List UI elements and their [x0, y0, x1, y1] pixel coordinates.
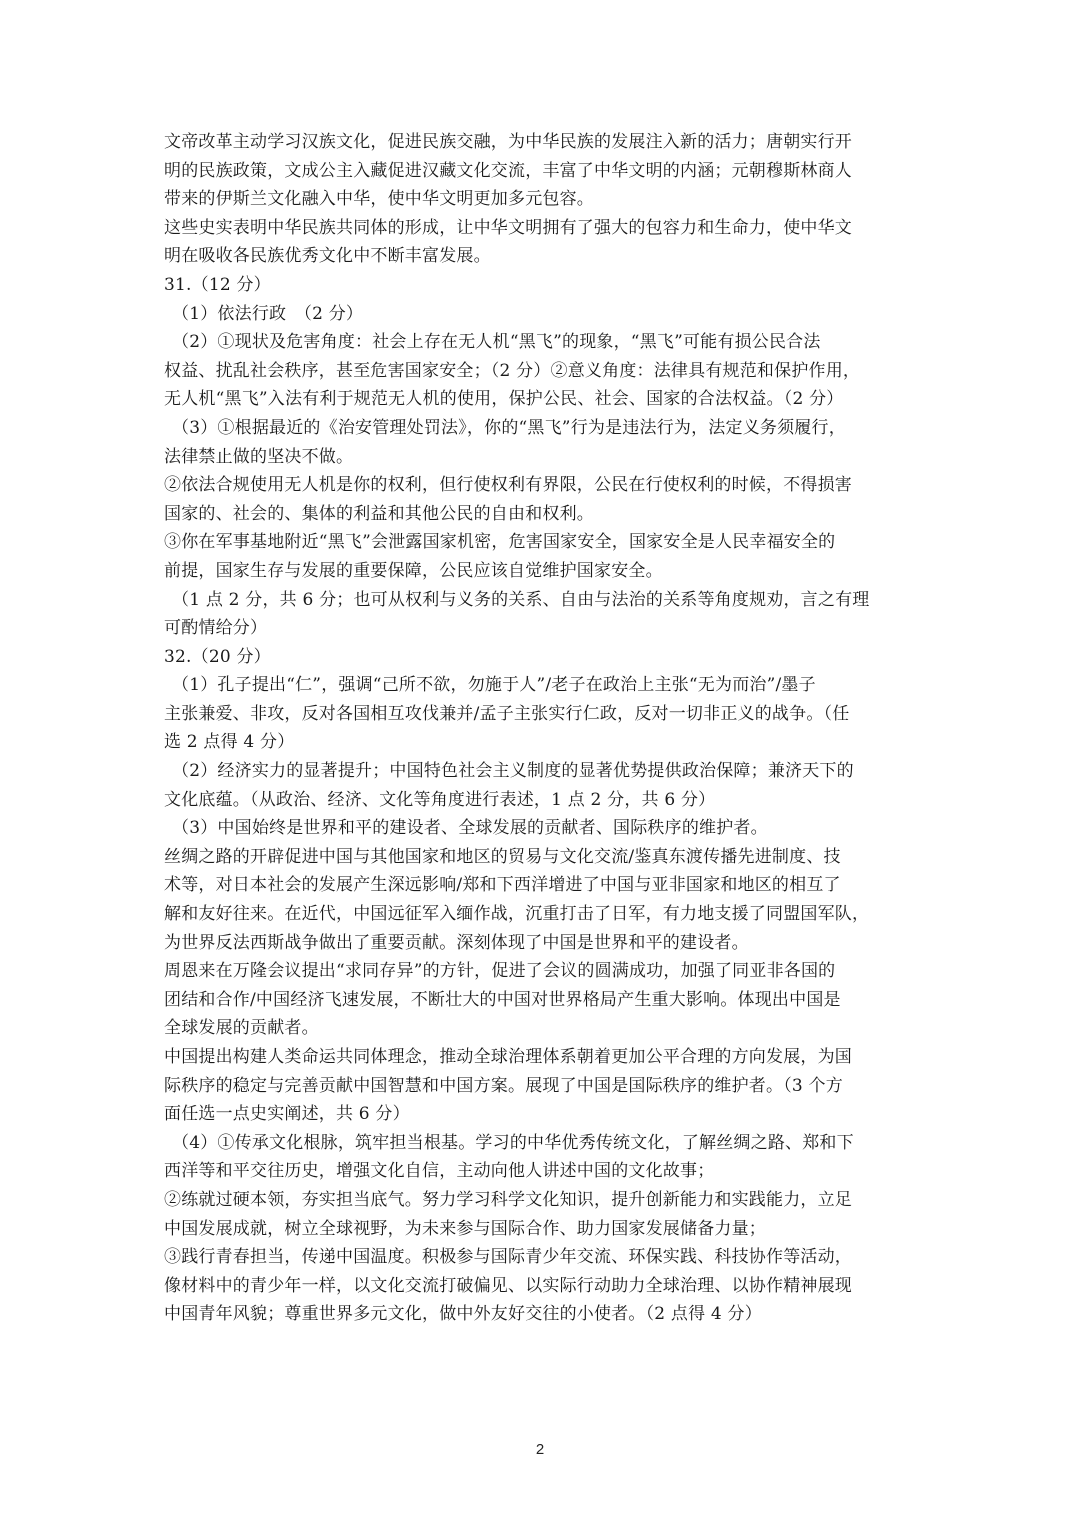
- text-line: 团结和合作/中国经济飞速发展，不断壮大的中国对世界格局产生重大影响。体现出中国是: [164, 989, 841, 1010]
- text-line: 权益、扰乱社会秩序，甚至危害国家安全；（2 分）②意义角度：法律具有规范和保护作用，: [164, 360, 861, 381]
- text-line: 中国青年风貌；尊重世界多元文化，做中外友好交往的小使者。（2 点得 4 分）: [164, 1304, 762, 1325]
- text-line: ③你在军事基地附近“黑飞”会泄露国家机密，危害国家安全，国家安全是人民幸福安全的: [164, 532, 836, 553]
- text-line: 全球发展的贡献者。: [164, 1018, 319, 1039]
- text-line: 西洋等和平交往历史，增强文化自信，主动向他人讲述中国的文化故事；: [164, 1161, 715, 1182]
- text-line: ②练就过硬本领，夯实担当底气。努力学习科学文化知识，提升创新能力和实践能力，立足: [164, 1189, 852, 1210]
- text-line: 31.（12 分）: [164, 274, 271, 295]
- text-line: 明的民族政策，文成公主入藏促进汉藏文化交流，丰富了中华文明的内涵；元朝穆斯林商人: [164, 160, 852, 181]
- text-line: 解和友好往来。在近代，中国远征军入缅作战，沉重打击了日军，有力地支援了同盟国军队，: [164, 904, 870, 925]
- text-line: （2）经济实力的显著提升；中国特色社会主义制度的显著优势提供政治保障；兼济天下的: [172, 761, 854, 782]
- text-line: （1）孔子提出“仁”，强调“己所不欲，勿施于人”/老子在政治上主张“无为而治”/墨子: [172, 675, 816, 696]
- text-line: 法律禁止做的坚决不做。: [164, 446, 354, 467]
- text-line: 周恩来在万隆会议提出“求同存异”的方针，促进了会议的圆满成功，加强了同亚非各国的: [164, 961, 836, 982]
- text-line: 丝绸之路的开辟促进中国与其他国家和地区的贸易与文化交流/鉴真东渡传播先进制度、技: [164, 846, 841, 867]
- text-line: （3）中国始终是世界和平的建设者、全球发展的贡献者、国际秩序的维护者。: [172, 818, 768, 839]
- text-line: （2）①现状及危害角度：社会上存在无人机“黑飞”的现象，“黑飞”可能有损公民合法: [172, 332, 821, 353]
- text-line: 国家的、社会的、集体的利益和其他公民的自由和权利。: [164, 503, 594, 524]
- answer-text-block: [164, 128, 924, 1329]
- text-line: 术等，对日本社会的发展产生深远影响/郑和下西洋增进了中国与亚非国家和地区的相互了: [164, 875, 841, 896]
- text-line: 文化底蕴。（从政治、经济、文化等角度进行表述，1 点 2 分，共 6 分）: [164, 789, 716, 810]
- page-number: 2: [535, 1441, 545, 1458]
- text-line: 前提，国家生存与发展的重要保障，公民应该自觉维护国家安全。: [164, 560, 663, 581]
- text-line: 中国发展成就，树立全球视野，为未来参与国际合作、助力国家发展储备力量；: [164, 1218, 766, 1239]
- text-line: 明在吸收各民族优秀文化中不断丰富发展。: [164, 246, 491, 267]
- text-line: 32.（20 分）: [164, 646, 271, 667]
- text-line: （1）依法行政 （2 分）: [172, 303, 364, 324]
- text-line: 可酌情给分）: [164, 618, 268, 639]
- text-line: 带来的伊斯兰文化融入中华，使中华文明更加多元包容。: [164, 189, 594, 210]
- text-line: 选 2 点得 4 分）: [164, 732, 295, 753]
- text-line: ②依法合规使用无人机是你的权利，但行使权利有界限，公民在行使权利的时候，不得损害: [164, 475, 852, 496]
- text-line: 无人机“黑飞”入法有利于规范无人机的使用，保护公民、社会、国家的合法权益。（2 分）: [164, 389, 844, 410]
- text-line: 际秩序的稳定与完善贡献中国智慧和中国方案。展现了中国是国际秩序的维护者。（3 个方: [164, 1075, 843, 1096]
- text-line: （4）①传承文化根脉，筑牢担当根基。学习的中华优秀传统文化，了解丝绸之路、郑和下: [172, 1132, 854, 1153]
- text-line: 像材料中的青少年一样，以文化交流打破偏见、以实际行动助力全球治理、以协作精神展现: [164, 1275, 852, 1296]
- text-line: 面任选一点史实阐述，共 6 分）: [164, 1104, 410, 1125]
- text-line: （1 点 2 分，共 6 分；也可从权利与义务的关系、自由与法治的关系等角度规劝，言之有理: [172, 589, 870, 610]
- text-line: 主张兼爱、非攻，反对各国相互攻伐兼并/孟子主张实行仁政，反对一切非正义的战争。（任: [164, 703, 850, 724]
- text-line: 中国提出构建人类命运共同体理念，推动全球治理体系朝着更加公平合理的方向发展，为国: [164, 1047, 852, 1067]
- text-line: 文帝改革主动学习汉族文化，促进民族交融，为中华民族的发展注入新的活力；唐朝实行开: [164, 132, 852, 152]
- text-line: 这些史实表明中华民族共同体的形成，让中华文明拥有了强大的包容力和生命力，使中华文: [164, 217, 852, 238]
- text-line: 为世界反法西斯战争做出了重要贡献。深刻体现了中国是世界和平的建设者。: [164, 932, 749, 953]
- text-line: （3）①根据最近的《治安管理处罚法》，你的“黑飞”行为是违法行为，法定义务须履行，: [172, 417, 846, 438]
- text-line: ③践行青春担当，传递中国温度。积极参与国际青少年交流、环保实践、科技协作等活动，: [164, 1247, 852, 1268]
